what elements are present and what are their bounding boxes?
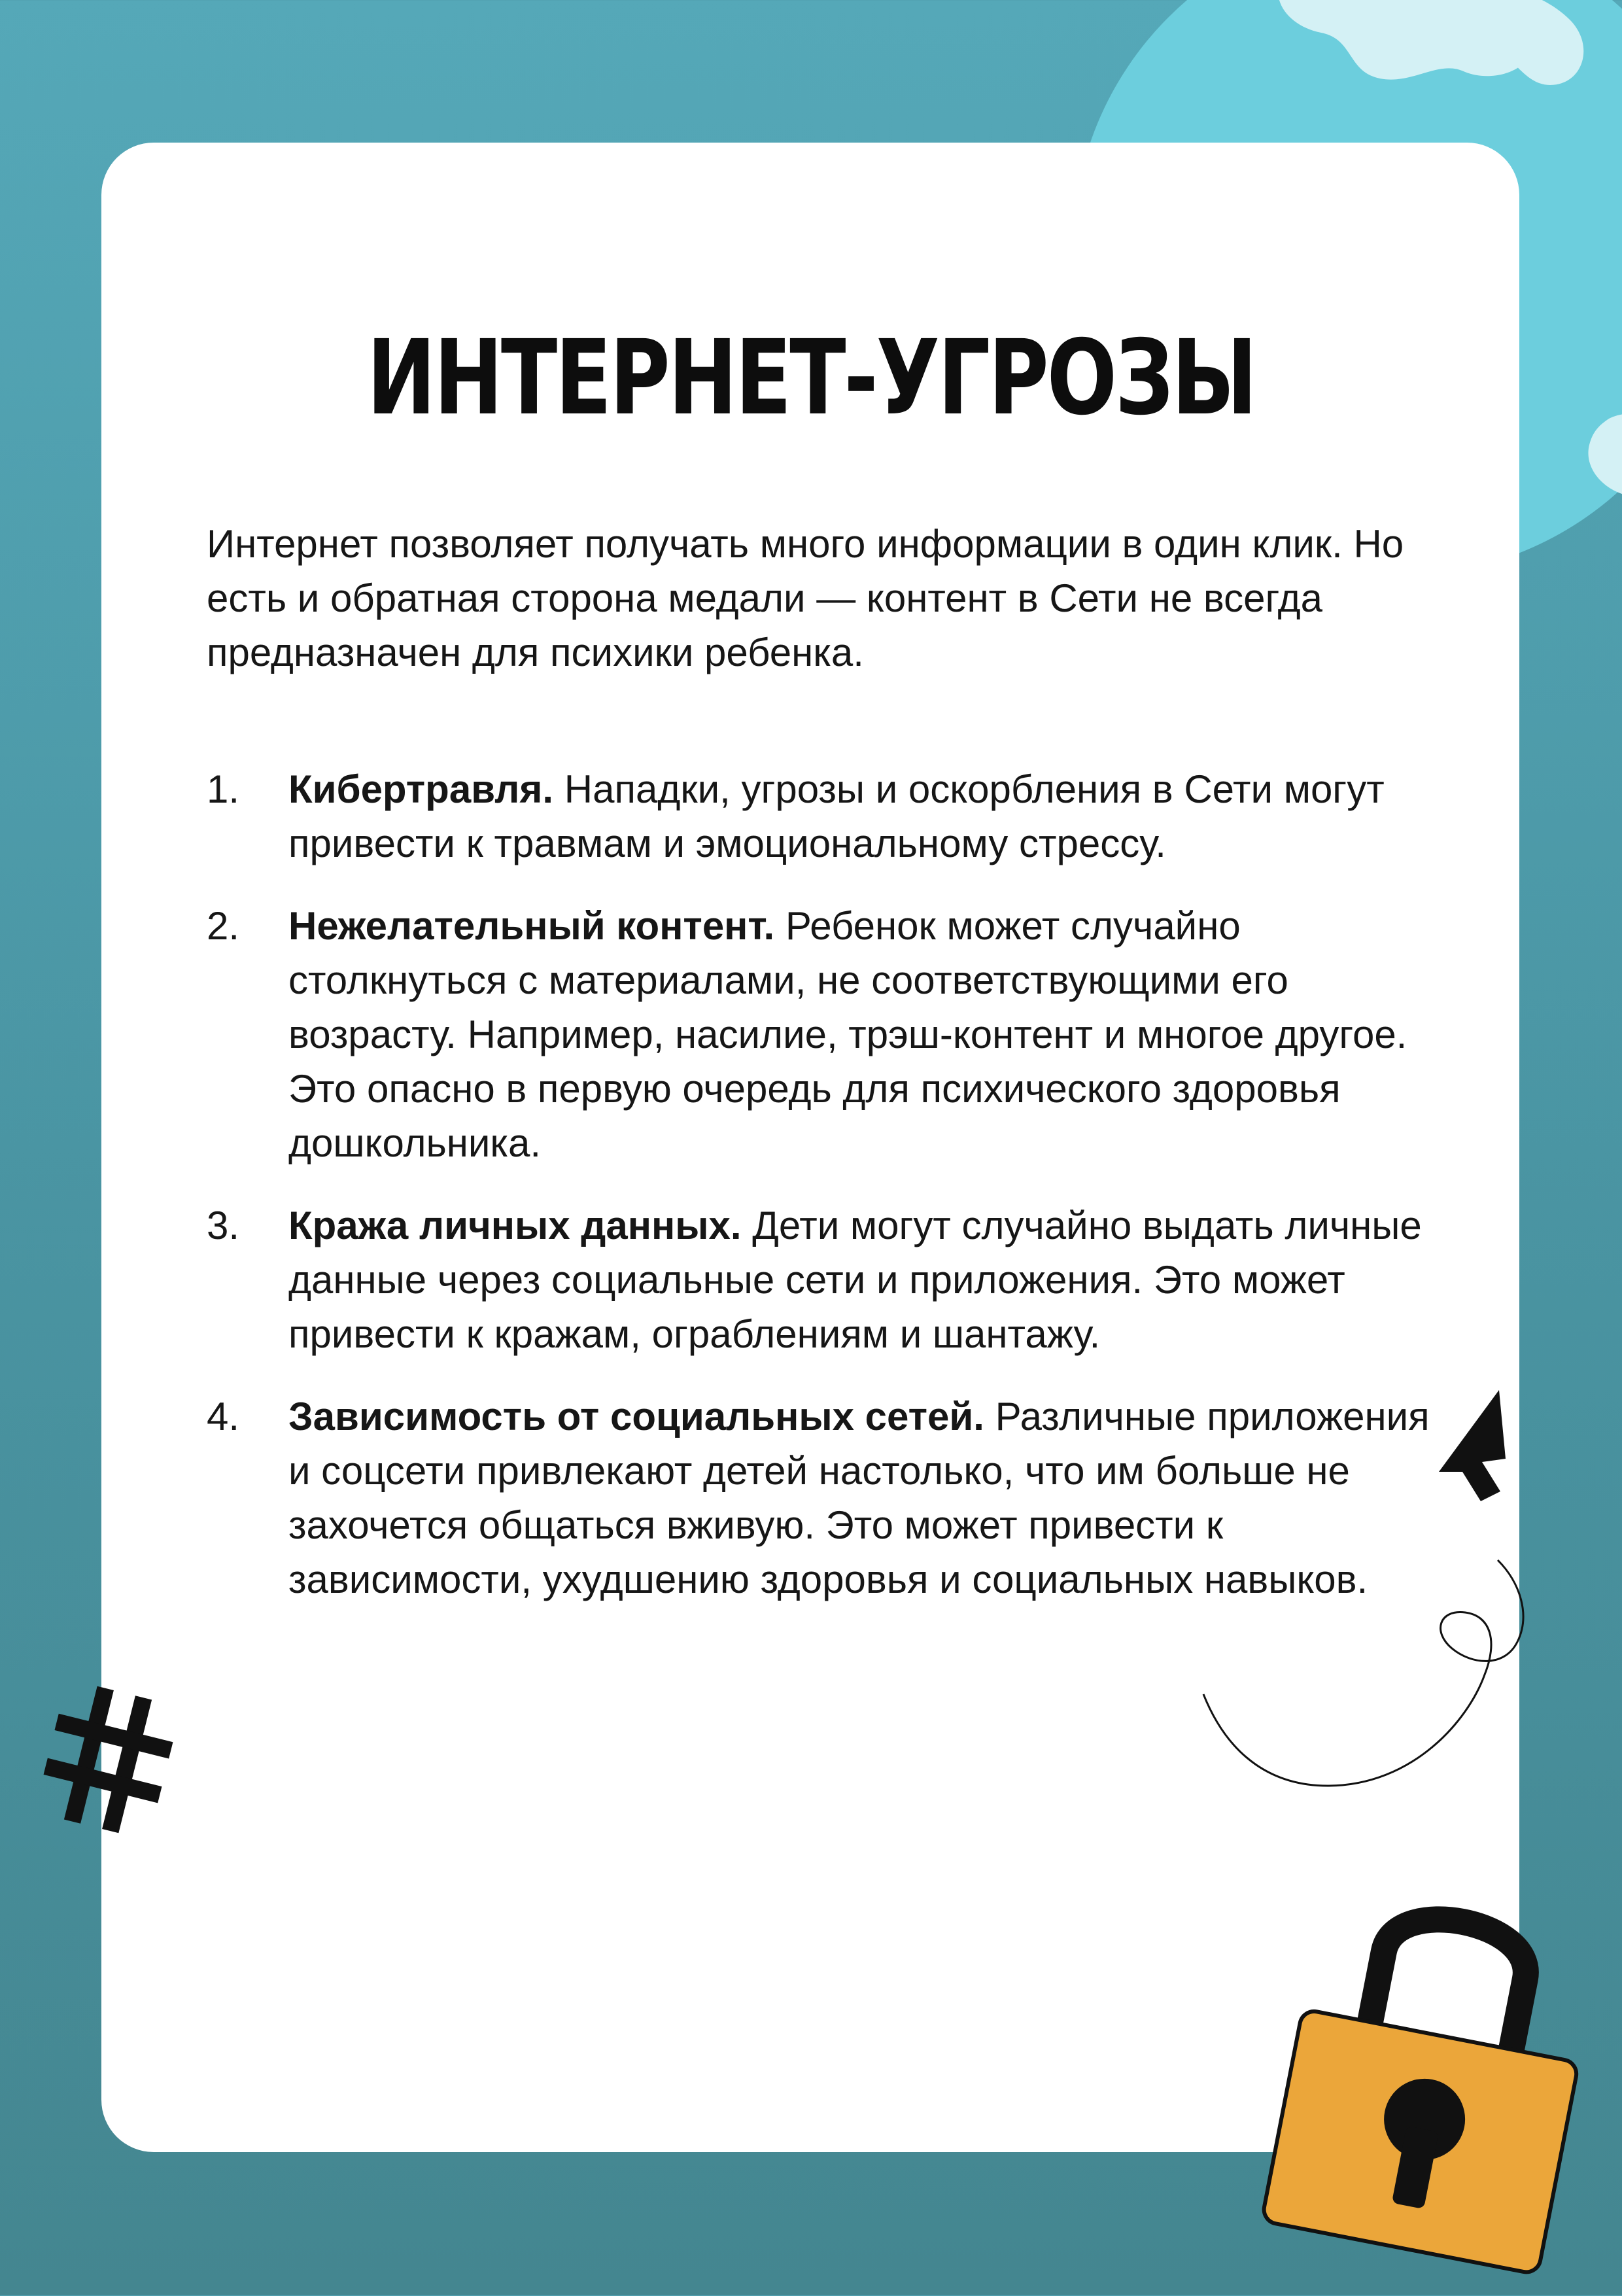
- cursor-arrow-icon: [1164, 1367, 1596, 1799]
- item-body: [288, 1198, 1449, 1361]
- list-item: [207, 1198, 1449, 1361]
- item-text: Ребенок может случайно столкнуться с материалами, не соответствующими его возрасту. Например, насилие, трэш-контент и многое другое. Это опасно в первую очередь для психического здоровья дошкольника.: [288, 904, 1407, 1165]
- intro-paragraph: Интернет позволяет получать много информации в один клик. Но есть и обратная сторона медали — контент в Сети не всегда предназначен для психики ребенка.: [207, 522, 1404, 674]
- item-lead: Зависимость от социальных сетей.: [288, 1395, 984, 1438]
- hashtag-icon: [39, 1681, 177, 1838]
- list-item: [207, 899, 1449, 1170]
- item-lead: Кража личных данных.: [288, 1204, 742, 1247]
- item-number: 4.: [207, 1395, 240, 1438]
- item-number: 1.: [207, 767, 240, 811]
- item-text: Дети могут случайно выдать личные данные через социальные сети и приложения. Это может привести к кражам, ограблениям и шантажу.: [288, 1204, 1422, 1356]
- item-text: Различные приложения и соцсети привлекают детей настолько, что им больше не захочется общаться вживую. Это может привести к зависимости, ухудшению здоровья и социальных навыков.: [288, 1395, 1430, 1601]
- page-title: ИНТЕРНЕТ-УГРОЗЫ: [366, 318, 1256, 438]
- padlock-icon: [1256, 1864, 1596, 2296]
- list-item: [207, 762, 1449, 871]
- item-lead: Нежелательный контент.: [288, 904, 775, 948]
- item-text: Нападки, угрозы и оскорбления в Сети могут привести к травмам и эмоциональному стрессу.: [288, 767, 1385, 865]
- item-number: 2.: [207, 904, 240, 948]
- item-body: [288, 899, 1449, 1170]
- item-body: [288, 762, 1449, 871]
- item-lead: Кибертравля.: [288, 767, 554, 811]
- item-number: 3.: [207, 1204, 240, 1247]
